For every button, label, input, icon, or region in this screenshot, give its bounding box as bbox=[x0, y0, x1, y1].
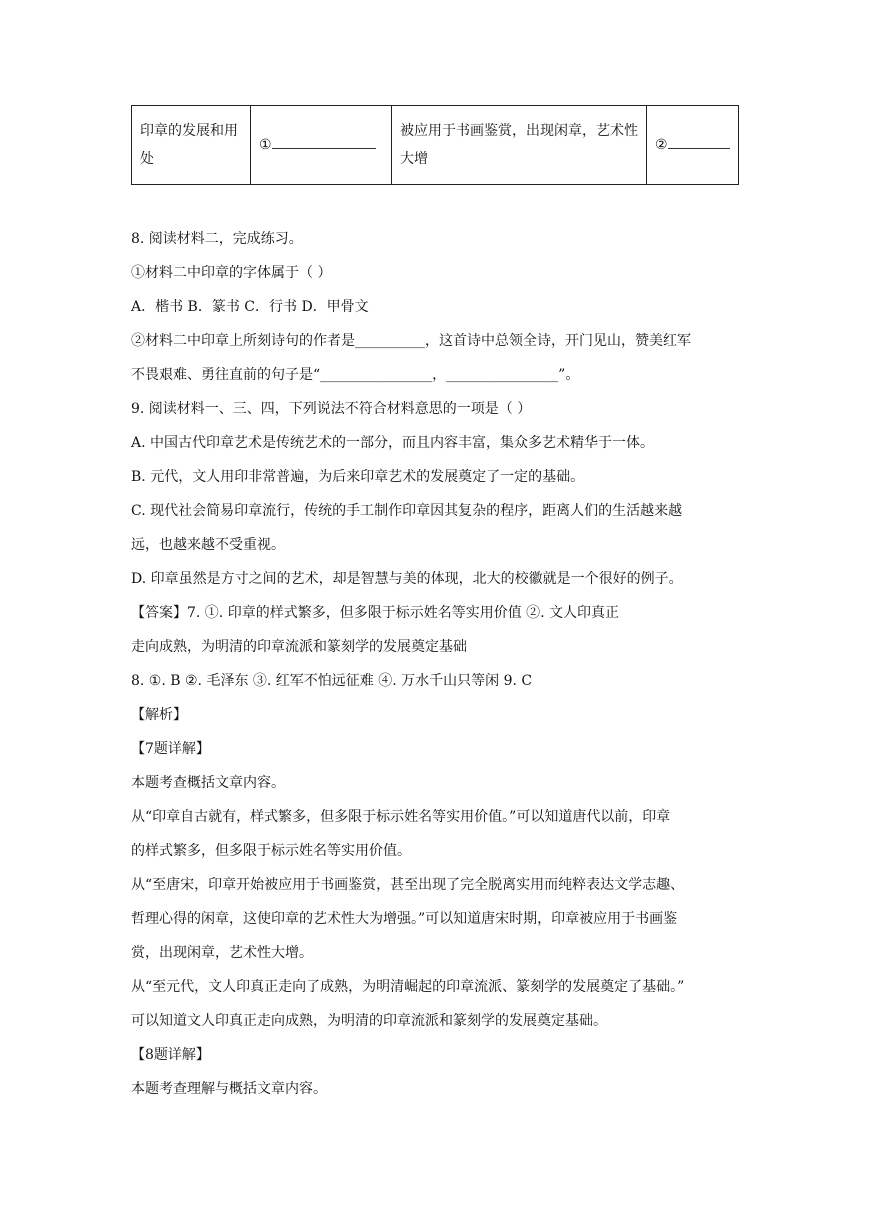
answer-line-2: 走向成熟，为明清的印章流派和篆刻学的发展奠定基础 bbox=[131, 639, 467, 655]
table-cell-text: 被应用于书画鉴赏，出现闲章，艺术性大增 bbox=[392, 106, 647, 185]
answer-blank bbox=[668, 134, 730, 149]
question-9-option-c: C. 现代社会简易印章流行，传统的手工制作印章因其复杂的程序，距离人们的生活越来越 bbox=[131, 503, 683, 519]
q7-detail-text: 赏，出现闲章，艺术性大增。 bbox=[131, 945, 313, 961]
q7-detail-heading: 【7题详解】 bbox=[131, 741, 210, 757]
question-8-part-2: ②材料二中印章上所刻诗句的作者是__________，这首诗中总领全诗，开门见山，赞美红军 bbox=[131, 333, 691, 349]
q8-detail-text: 本题考查理解与概括文章内容。 bbox=[131, 1081, 327, 1097]
question-9-heading: 9. 阅读材料一、三、四，下列说法不符合材料意思的一项是（ ） bbox=[131, 401, 532, 417]
q8-detail-heading: 【8题详解】 bbox=[131, 1047, 210, 1063]
q7-detail-text: 哲理心得的闲章，这使印章的艺术性大为增强。”可以知道唐宋时期，印章被应用于书画鉴 bbox=[131, 911, 678, 927]
q7-detail-text: 的样式繁多，但多限于标示姓名等实用价值。 bbox=[131, 843, 411, 859]
info-table bbox=[131, 105, 739, 185]
table-row bbox=[132, 106, 739, 185]
answer-line-1: 【答案】7. ①. 印章的样式繁多，但多限于标示姓名等实用价值 ②. 文人印真正 bbox=[131, 605, 620, 621]
question-8-options: A．楷书 B．篆书 C．行书 D．甲骨文 bbox=[131, 299, 369, 315]
q7-detail-text: 本题考查概括文章内容。 bbox=[131, 775, 285, 791]
q7-detail-text: 从“至唐宋，印章开始被应用于书画鉴赏，甚至出现了完全脱离实用而纯粹表达文学志趣、 bbox=[131, 877, 685, 893]
q7-detail-text: 从“至元代，文人印真正走向了成熟，为明清崛起的印章流派、篆刻学的发展奠定了基础。” bbox=[131, 979, 685, 995]
question-9-option-d: D. 印章虽然是方寸之间的艺术，却是智慧与美的体现，北大的校徽就是一个很好的例子。 bbox=[131, 571, 683, 587]
answer-line-3: 8. ①. B ②. 毛泽东 ③. 红军不怕远征难 ④. 万水千山只等闲 9. C bbox=[131, 673, 533, 689]
blank-marker: ① bbox=[259, 137, 272, 153]
question-9-option-a: A. 中国古代印章艺术是传统艺术的一部分，而且内容丰富，集众多艺术精华于一体。 bbox=[131, 435, 655, 451]
table-cell-blank-2 bbox=[647, 106, 739, 185]
blank-marker: ② bbox=[655, 137, 668, 153]
question-8-heading: 8. 阅读材料二，完成练习。 bbox=[131, 231, 303, 247]
table-cell-label: 印章的发展和用处 bbox=[132, 106, 251, 185]
q7-detail-text: 可以知道文人印真正走向成熟，为明清的印章流派和篆刻学的发展奠定基础。 bbox=[131, 1013, 607, 1029]
analysis-heading: 【解析】 bbox=[131, 707, 187, 723]
q7-detail-text: 从“印章自古就有，样式繁多，但多限于标示姓名等实用价值。”可以知道唐代以前，印章 bbox=[131, 809, 671, 825]
question-8-part-1: ①材料二中印章的字体属于（ ） bbox=[131, 265, 332, 281]
question-9-option-b: B. 元代，文人用印非常普遍，为后来印章艺术的发展奠定了一定的基础。 bbox=[131, 469, 585, 485]
question-8-part-2-cont: 不畏艰难、勇往直前的句子是“________________，________________”。 bbox=[131, 367, 580, 383]
question-9-option-c-cont: 远，也越来越不受重视。 bbox=[131, 537, 285, 553]
table-cell-blank-1 bbox=[251, 106, 392, 185]
answer-blank bbox=[272, 134, 376, 149]
